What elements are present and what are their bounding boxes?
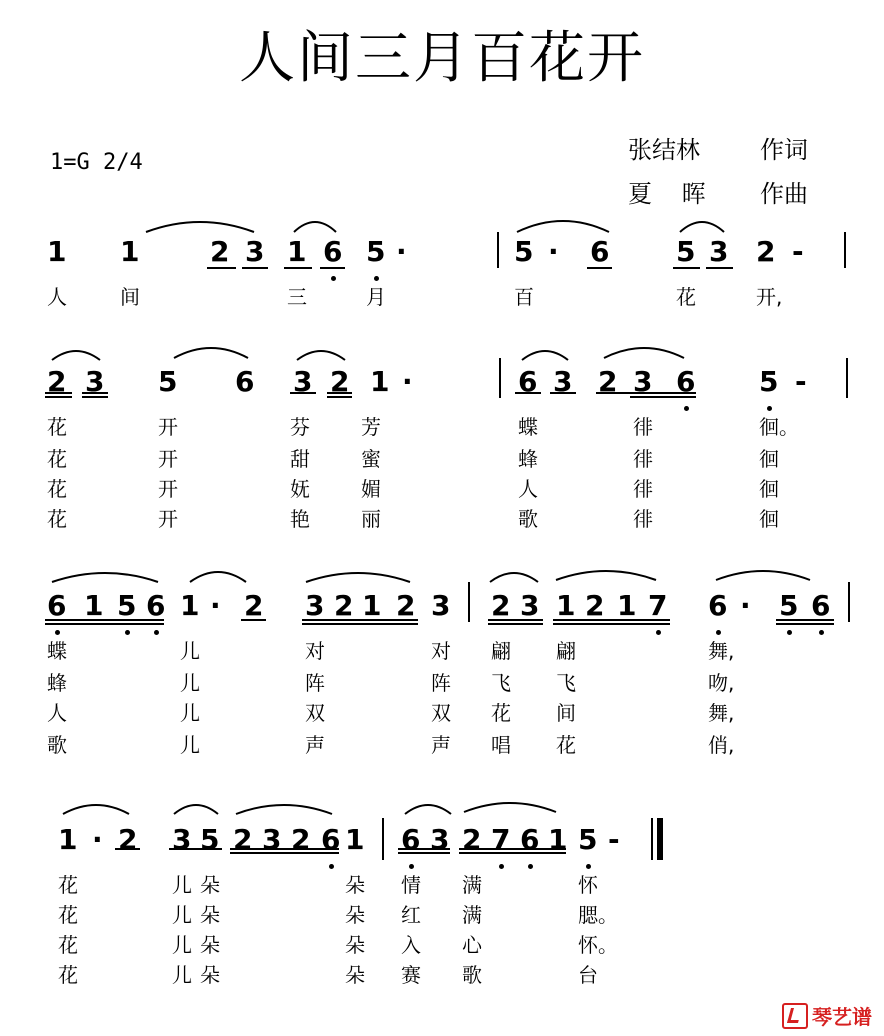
lyric-syllable: 情: [401, 873, 421, 897]
lyric-syllable: 花: [47, 415, 67, 439]
dot-extension: ·: [210, 589, 221, 622]
note: 1: [47, 235, 67, 268]
note: 3: [430, 823, 450, 856]
note: 5: [676, 235, 696, 268]
lyric-syllable: 儿: [172, 963, 192, 987]
lyric-syllable: 蜂: [47, 671, 67, 695]
note: 2: [210, 235, 230, 268]
lyric-syllable: 飞: [491, 671, 511, 695]
lyric-syllable: 芬: [290, 415, 310, 439]
note: 6: [321, 823, 341, 856]
lyric-syllable: 朵: [200, 963, 220, 987]
lyric-syllable: 入: [401, 933, 421, 957]
note: 3: [305, 589, 325, 622]
note: 6: [47, 589, 67, 622]
lyric-syllable: 开: [158, 507, 178, 531]
note: 6: [401, 823, 421, 856]
slur: [306, 573, 410, 582]
lyric-syllable: 开: [158, 447, 178, 471]
note: 1: [345, 823, 365, 856]
dot-extension: ·: [402, 365, 413, 398]
note: 3: [633, 365, 653, 398]
system-3-markings: [45, 571, 849, 624]
note: 1: [556, 589, 576, 622]
slur: [297, 351, 345, 360]
lyric-syllable: 舞,: [708, 701, 735, 725]
lyric-syllable: 阵: [305, 671, 325, 695]
note: 1: [548, 823, 568, 856]
key-time-signature: 1=G 2/4: [50, 150, 143, 175]
note: 7: [648, 589, 668, 622]
lyric-syllable: 花: [47, 477, 67, 501]
note: 2: [334, 589, 354, 622]
lyric-syllable: 花: [47, 507, 67, 531]
lyric-syllable: 怀: [578, 873, 598, 897]
note: 6: [590, 235, 610, 268]
lyric-syllable: 蜂: [518, 447, 538, 471]
note: 2: [291, 823, 311, 856]
lyric-syllable: 满: [462, 903, 482, 927]
lyric-syllable: 朵: [345, 873, 365, 897]
lyric-syllable: 儿: [172, 903, 192, 927]
composer-name: 夏 晖: [628, 180, 706, 208]
dot-extension: ·: [92, 823, 103, 856]
note: 1: [362, 589, 382, 622]
system-4-markings: [63, 803, 660, 860]
note: 1: [58, 823, 78, 856]
lyric-syllable: 儿: [180, 733, 200, 757]
slur: [190, 572, 246, 582]
note: 5: [514, 235, 534, 268]
logo-text: 琴艺谱: [812, 1005, 872, 1029]
note: 2: [47, 365, 67, 398]
lyric-syllable: 腮。: [578, 903, 618, 927]
lyric-syllable: 怀。: [578, 933, 618, 957]
note: 3: [262, 823, 282, 856]
slur: [52, 351, 100, 360]
system-1-markings: [146, 221, 845, 268]
slur: [146, 222, 254, 232]
lyric-syllable: 妩: [290, 477, 310, 501]
note: 5: [779, 589, 799, 622]
lyric-syllable: 双: [305, 701, 325, 725]
lyric-syllable: 朵: [345, 963, 365, 987]
dot-extension: ·: [396, 235, 407, 268]
lyric-syllable: 蜜: [361, 447, 381, 471]
slur: [522, 351, 568, 360]
lyric-syllable: 台: [578, 963, 598, 987]
note: 1: [617, 589, 637, 622]
note: 2: [396, 589, 416, 622]
dash-extension: -: [792, 235, 804, 268]
lyric-syllable: 花: [556, 733, 576, 757]
lyric-syllable: 徊: [759, 447, 779, 471]
lyric-syllable: 人: [47, 701, 67, 725]
lyric-syllable: 艳: [290, 507, 310, 531]
dot-extension: ·: [740, 589, 751, 622]
note: 6: [323, 235, 343, 268]
note: 6: [518, 365, 538, 398]
lyric-syllable: 媚: [361, 477, 381, 501]
note: 1: [370, 365, 390, 398]
note: 1: [180, 589, 200, 622]
lyric-syllable: 花: [491, 701, 511, 725]
lyric-syllable: 徘: [633, 507, 653, 531]
note: 5: [578, 823, 598, 856]
lyric-syllable: 对: [305, 639, 325, 663]
lyric-syllable: 声: [305, 733, 325, 757]
slur: [604, 348, 684, 358]
logo-mark-icon: [782, 1003, 808, 1029]
slur: [174, 805, 218, 814]
slur: [490, 573, 538, 582]
lyric-syllable: 月: [366, 285, 386, 309]
note: 2: [491, 589, 511, 622]
lyric-syllable: 芳: [361, 415, 381, 439]
note: 2: [244, 589, 264, 622]
note: 2: [330, 365, 350, 398]
lyric-syllable: 对: [431, 639, 451, 663]
note: 5: [200, 823, 220, 856]
lyric-syllable: 朵: [345, 903, 365, 927]
lyric-syllable: 声: [431, 733, 451, 757]
lyric-syllable: 开: [158, 415, 178, 439]
note: 3: [431, 589, 451, 622]
note: 2: [233, 823, 253, 856]
lyric-syllable: 双: [431, 701, 451, 725]
note: 5: [158, 365, 178, 398]
lyric-syllable: 翩: [491, 639, 511, 663]
lyric-syllable: 开: [158, 477, 178, 501]
slur: [174, 348, 248, 358]
slur: [716, 571, 810, 580]
lyric-syllable: 飞: [556, 671, 576, 695]
slur: [517, 221, 609, 232]
lyric-syllable: 花: [676, 285, 696, 309]
lyric-syllable: 舞,: [708, 639, 735, 663]
lyric-syllable: 徊: [759, 507, 779, 531]
note: 6: [676, 365, 696, 398]
lyric-syllable: 歌: [462, 963, 482, 987]
note: 3: [553, 365, 573, 398]
slur: [294, 222, 336, 232]
lyric-syllable: 花: [58, 903, 78, 927]
note: 2: [118, 823, 138, 856]
lyric-syllable: 歌: [518, 507, 538, 531]
lyric-syllable: 吻,: [708, 671, 735, 695]
slur: [464, 803, 556, 812]
lyric-syllable: 徘: [633, 477, 653, 501]
lyric-syllable: 花: [47, 447, 67, 471]
lyric-syllable: 儿: [172, 933, 192, 957]
dash-extension: -: [795, 365, 807, 398]
note: 3: [520, 589, 540, 622]
lyricist-name: 张结林: [628, 136, 700, 164]
dash-extension: -: [608, 823, 620, 856]
lyric-syllable: 儿: [180, 701, 200, 725]
note: 3: [245, 235, 265, 268]
note: 5: [759, 365, 779, 398]
lyric-syllable: 花: [58, 933, 78, 957]
lyric-syllable: 朵: [200, 933, 220, 957]
slur: [52, 573, 158, 582]
lyric-syllable: 蝶: [47, 639, 67, 663]
lyric-syllable: 赛: [401, 963, 421, 987]
lyric-syllable: 丽: [361, 507, 381, 531]
lyric-syllable: 歌: [47, 733, 67, 757]
composer-role: 作曲: [760, 180, 808, 208]
lyric-syllable: 间: [556, 701, 576, 725]
lyric-syllable: 三: [287, 285, 307, 309]
lyric-syllable: 翩: [556, 639, 576, 663]
lyricist-role: 作词: [760, 136, 808, 164]
site-logo: [782, 1001, 872, 1030]
note: 6: [146, 589, 166, 622]
note: 3: [85, 365, 105, 398]
note: 5: [117, 589, 137, 622]
note: 3: [172, 823, 192, 856]
lyric-syllable: 满: [462, 873, 482, 897]
note: 7: [491, 823, 511, 856]
lyric-syllable: 蝶: [518, 415, 538, 439]
note: 6: [811, 589, 831, 622]
lyric-syllable: 心: [462, 933, 482, 957]
lyric-syllable: 唱: [491, 733, 511, 757]
lyric-syllable: 开,: [756, 285, 783, 309]
system-2-markings: [45, 348, 847, 398]
note: 6: [708, 589, 728, 622]
note: 2: [462, 823, 482, 856]
lyric-syllable: 花: [58, 963, 78, 987]
lyric-syllable: 间: [120, 285, 140, 309]
lyric-syllable: 红: [401, 903, 421, 927]
note: 1: [84, 589, 104, 622]
note: 5: [366, 235, 386, 268]
lyric-syllable: 朵: [200, 903, 220, 927]
lyric-syllable: 甜: [290, 447, 310, 471]
lyric-syllable: 儿: [180, 639, 200, 663]
note: 3: [293, 365, 313, 398]
note: 6: [520, 823, 540, 856]
lyric-syllable: 朵: [345, 933, 365, 957]
lyric-syllable: 儿: [172, 873, 192, 897]
lyric-syllable: 俏,: [708, 733, 735, 757]
note: 3: [709, 235, 729, 268]
lyric-syllable: 花: [58, 873, 78, 897]
lyric-syllable: 儿: [180, 671, 200, 695]
song-title: 人间三月百花开: [239, 26, 645, 91]
lyric-syllable: 人: [518, 477, 538, 501]
slur: [556, 571, 656, 580]
lyric-syllable: 徘: [633, 415, 653, 439]
lyric-syllable: 阵: [431, 671, 451, 695]
lyric-syllable: 百: [514, 285, 534, 309]
dot-extension: ·: [548, 235, 559, 268]
note: 1: [120, 235, 140, 268]
lyric-syllable: 徘: [633, 447, 653, 471]
slur: [236, 805, 332, 814]
lyric-syllable: 朵: [200, 873, 220, 897]
lyric-syllable: 徊。: [759, 415, 799, 439]
note: 6: [235, 365, 255, 398]
note: 1: [287, 235, 307, 268]
slur: [405, 805, 451, 814]
note: 2: [756, 235, 776, 268]
slur: [63, 805, 129, 814]
slur: [680, 222, 724, 232]
lyric-syllable: 徊: [759, 477, 779, 501]
lyric-syllable: 人: [47, 285, 67, 309]
note: 2: [585, 589, 605, 622]
note: 2: [598, 365, 618, 398]
